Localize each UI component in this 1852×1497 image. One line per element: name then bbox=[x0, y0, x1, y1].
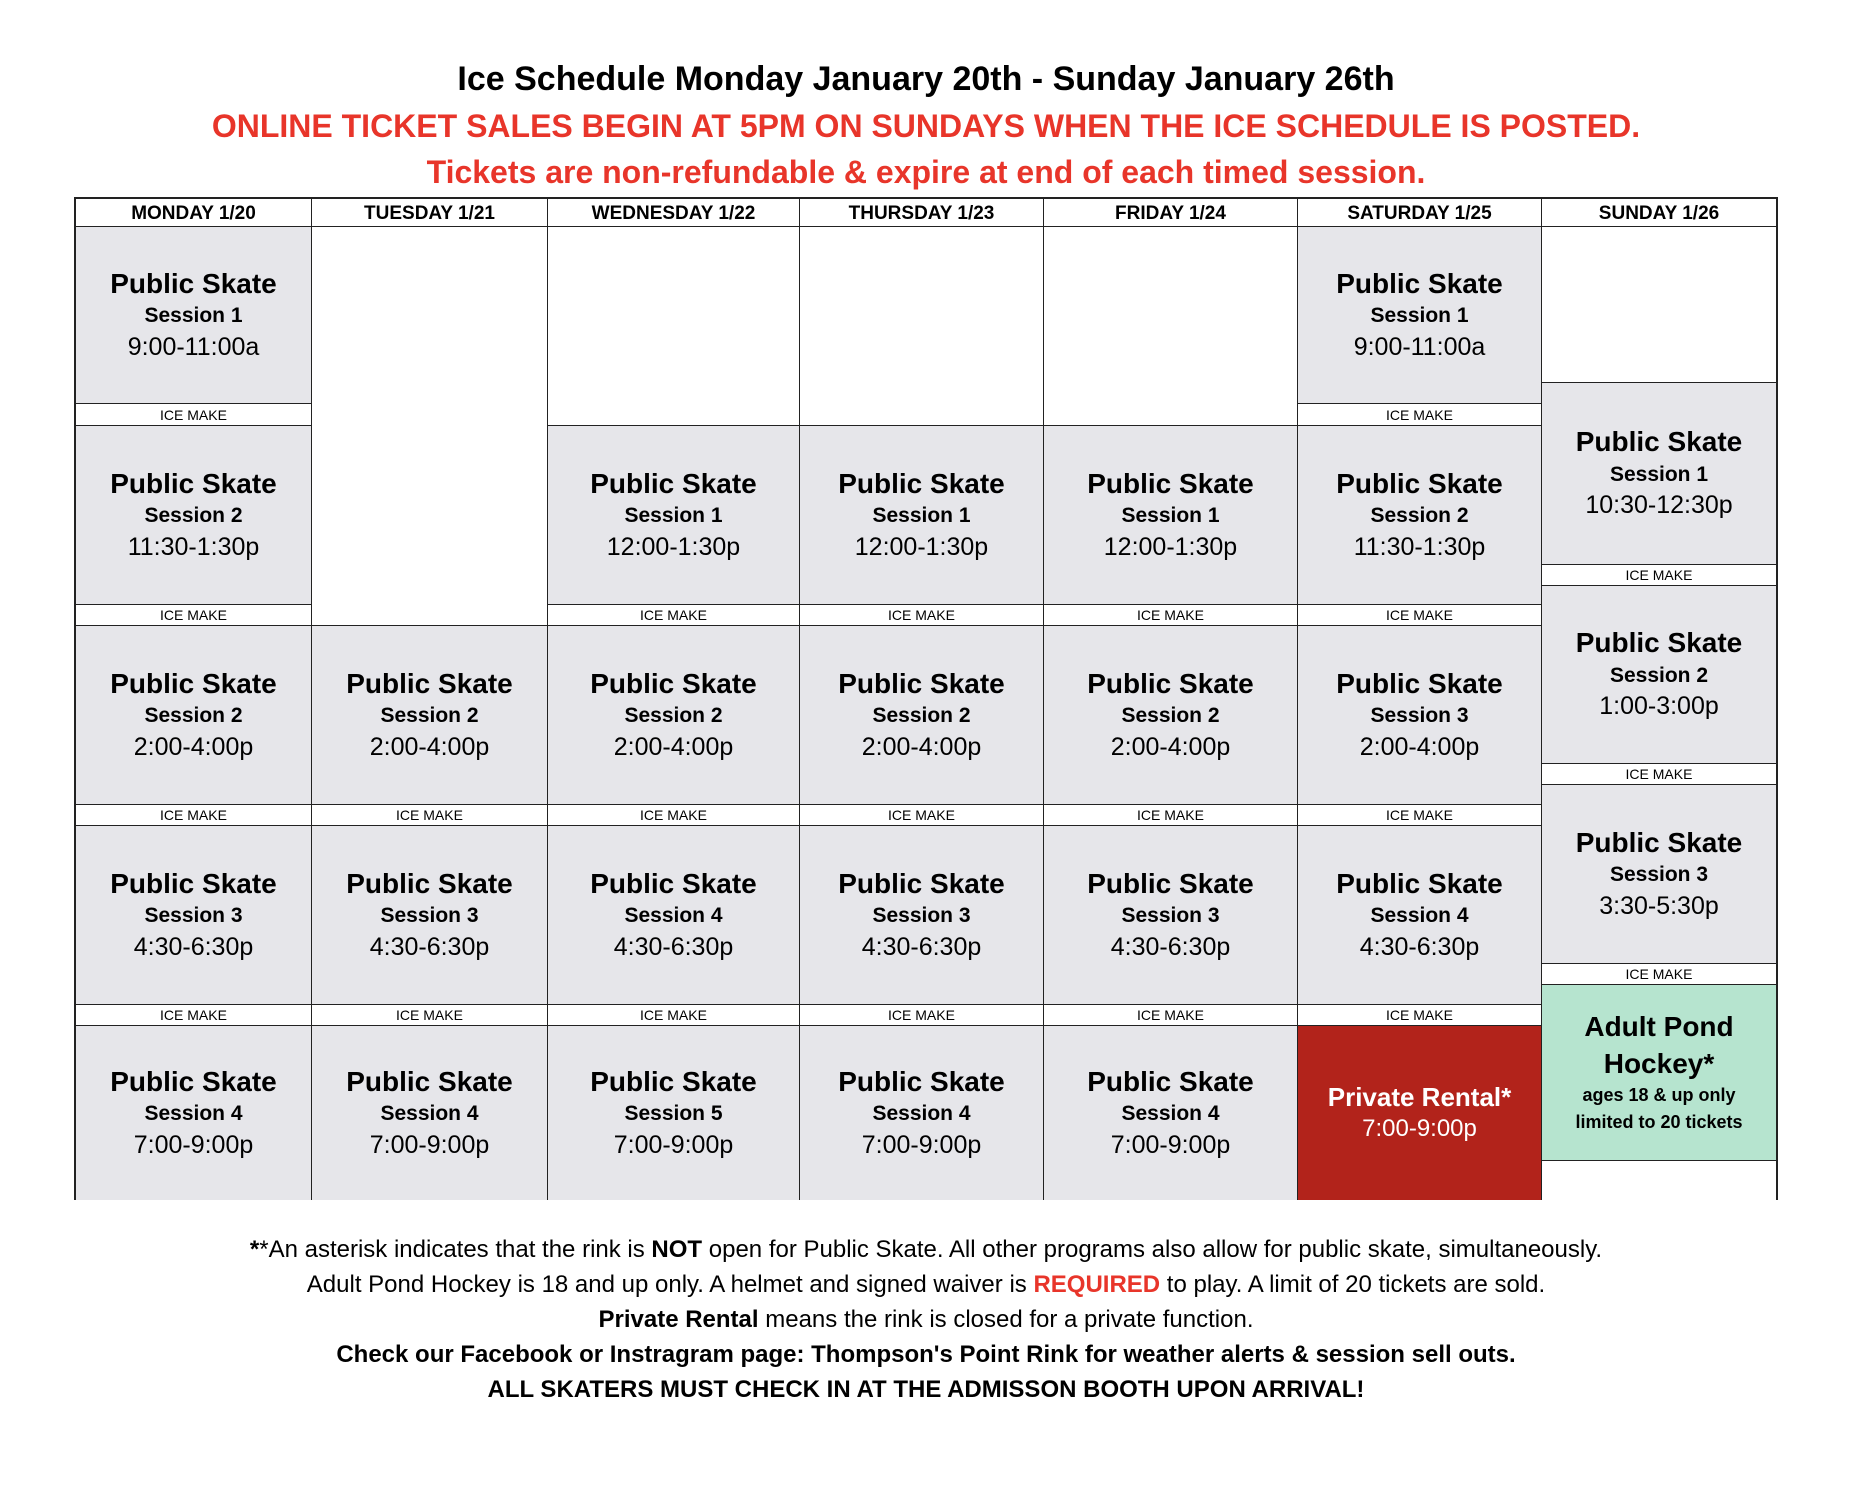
session-number: Session 1 bbox=[144, 304, 243, 328]
day-header: SATURDAY 1/25 bbox=[1298, 199, 1542, 227]
session-number: Session 3 bbox=[380, 904, 479, 928]
ice-make-label: ICE MAKE bbox=[160, 607, 227, 623]
session-time: 4:30-6:30p bbox=[613, 932, 734, 961]
session-block bbox=[548, 1025, 799, 1200]
session-time: 2:00-4:00p bbox=[1359, 732, 1480, 761]
session-block bbox=[76, 1025, 311, 1200]
session-block bbox=[76, 227, 311, 403]
refund-notice: Tickets are non-refundable & expire at end of each timed session. bbox=[426, 154, 1426, 190]
session-block bbox=[800, 425, 1043, 604]
session-name: Public Skate bbox=[110, 267, 277, 299]
ice-make-row bbox=[76, 1004, 311, 1025]
ice-make-label: ICE MAKE bbox=[1625, 766, 1693, 782]
ice-make-label: ICE MAKE bbox=[1137, 1007, 1204, 1023]
session-number: Session 2 bbox=[380, 704, 479, 728]
session-block bbox=[1298, 825, 1541, 1004]
session-time: 7:00-9:00p bbox=[613, 1130, 734, 1159]
footer-required: REQUIRED bbox=[1033, 1271, 1161, 1298]
session-name: Public Skate bbox=[590, 667, 757, 699]
empty-slot bbox=[800, 227, 1043, 425]
session-name: Public Skate bbox=[838, 467, 1005, 499]
session-time: 12:00-1:30p bbox=[606, 532, 741, 561]
ice-make-label: ICE MAKE bbox=[396, 1007, 463, 1023]
ice-make-label: ICE MAKE bbox=[1386, 607, 1453, 623]
ticket-sales-notice: ONLINE TICKET SALES BEGIN AT 5PM ON SUNDAYS WHEN THE ICE SCHEDULE IS POSTED. bbox=[211, 108, 1641, 144]
ice-make-row bbox=[800, 804, 1043, 825]
page-title: Ice Schedule Monday January 20th - Sunday January 26th bbox=[457, 60, 1395, 98]
session-block bbox=[1044, 625, 1297, 804]
ice-make-label: ICE MAKE bbox=[1386, 406, 1453, 423]
session-block bbox=[1298, 425, 1541, 604]
ice-make-row bbox=[1542, 963, 1776, 984]
session-name: Public Skate bbox=[838, 1065, 1005, 1097]
ice-make-row bbox=[312, 1004, 547, 1025]
ice-make-row bbox=[1542, 763, 1776, 784]
session-time: 11:30-1:30p bbox=[127, 532, 260, 561]
ice-make-row bbox=[548, 1004, 799, 1025]
ice-make-row bbox=[76, 403, 311, 425]
session-block bbox=[76, 425, 311, 604]
session-time: 3:30-5:30p bbox=[1599, 891, 1719, 920]
day-column bbox=[1298, 227, 1542, 1200]
day-column bbox=[312, 227, 548, 1200]
ice-make-label: ICE MAKE bbox=[396, 807, 463, 823]
ice-make-label: ICE MAKE bbox=[888, 807, 955, 823]
ice-make-label: ICE MAKE bbox=[888, 1007, 955, 1023]
ice-make-label: ICE MAKE bbox=[640, 607, 707, 623]
session-block bbox=[548, 625, 799, 804]
session-name: Public Skate bbox=[1575, 426, 1743, 458]
ice-make-label: ICE MAKE bbox=[160, 807, 227, 823]
ice-make-label: ICE MAKE bbox=[640, 807, 707, 823]
session-time: 7:00-9:00p bbox=[133, 1130, 254, 1159]
ice-make-row bbox=[76, 604, 311, 625]
session-number: Session 2 bbox=[624, 704, 723, 728]
rental-name: Private Rental* bbox=[1327, 1082, 1512, 1113]
session-block bbox=[1298, 227, 1541, 403]
footer-social-note: Check our Facebook or Instragram page: Thompson's Point Rink for weather alerts & session sell outs. bbox=[336, 1341, 1516, 1368]
empty-slot bbox=[1542, 227, 1776, 382]
session-number: Session 1 bbox=[624, 504, 723, 528]
hockey-age-note: ages 18 & up only bbox=[1582, 1084, 1736, 1105]
session-time: 9:00-11:00a bbox=[127, 332, 260, 361]
footer-line2-rest: to play. A limit of 20 tickets are sold. bbox=[1160, 1271, 1546, 1298]
session-name: Public Skate bbox=[590, 467, 757, 499]
session-number: Session 4 bbox=[1121, 1102, 1220, 1126]
session-name: Public Skate bbox=[346, 1065, 513, 1097]
session-name: Public Skate bbox=[1087, 867, 1254, 899]
day-header: MONDAY 1/20 bbox=[76, 199, 312, 227]
day-column bbox=[1542, 227, 1776, 1200]
day-column bbox=[76, 227, 312, 1200]
session-time: 7:00-9:00p bbox=[861, 1130, 982, 1159]
session-block bbox=[548, 425, 799, 604]
session-time: 11:30-1:30p bbox=[1353, 532, 1486, 561]
session-time: 2:00-4:00p bbox=[369, 732, 490, 761]
day-header: WEDNESDAY 1/22 bbox=[548, 199, 800, 227]
ice-make-label: ICE MAKE bbox=[1137, 607, 1204, 623]
ice-make-label: ICE MAKE bbox=[160, 1007, 227, 1023]
session-block bbox=[76, 825, 311, 1004]
session-time: 7:00-9:00p bbox=[1110, 1130, 1231, 1159]
session-number: Session 1 bbox=[872, 504, 971, 528]
ice-make-label: ICE MAKE bbox=[160, 406, 227, 423]
ice-make-label: ICE MAKE bbox=[1386, 1007, 1453, 1023]
empty-slot bbox=[1044, 227, 1297, 425]
session-block bbox=[312, 825, 547, 1004]
day-header: TUESDAY 1/21 bbox=[312, 199, 548, 227]
day-header: SUNDAY 1/26 bbox=[1542, 199, 1776, 227]
session-number: Session 2 bbox=[872, 704, 971, 728]
session-time: 4:30-6:30p bbox=[1110, 932, 1231, 961]
session-number: Session 1 bbox=[1609, 462, 1709, 486]
ice-make-row bbox=[800, 1004, 1043, 1025]
session-time: 2:00-4:00p bbox=[133, 732, 254, 761]
session-block bbox=[800, 825, 1043, 1004]
session-time: 4:30-6:30p bbox=[861, 932, 982, 961]
session-time: 10:30-12:30p bbox=[1585, 491, 1733, 520]
session-block bbox=[1044, 825, 1297, 1004]
ice-make-row bbox=[1044, 1004, 1297, 1025]
day-column bbox=[548, 227, 800, 1200]
session-number: Session 3 bbox=[1370, 704, 1469, 728]
session-number: Session 2 bbox=[144, 504, 243, 528]
session-number: Session 5 bbox=[624, 1102, 723, 1126]
session-time: 2:00-4:00p bbox=[861, 732, 982, 761]
ice-make-row bbox=[1298, 403, 1541, 425]
session-time: 7:00-9:00p bbox=[369, 1130, 490, 1159]
footer-rental-note bbox=[0, 1306, 1852, 1334]
session-name: Public Skate bbox=[1336, 267, 1503, 299]
session-name: Public Skate bbox=[110, 467, 277, 499]
footer-rental-label: Private Rental bbox=[598, 1306, 759, 1333]
empty-slot bbox=[1542, 1160, 1776, 1200]
session-number: Session 4 bbox=[872, 1102, 971, 1126]
session-time: 12:00-1:30p bbox=[1103, 532, 1238, 561]
session-time: 2:00-4:00p bbox=[1110, 732, 1231, 761]
ice-make-row bbox=[548, 604, 799, 625]
session-name: Public Skate bbox=[590, 1065, 757, 1097]
empty-slot bbox=[548, 227, 799, 425]
ice-make-row bbox=[312, 804, 547, 825]
footer-line1-text: *An asterisk indicates that the rink is bbox=[259, 1236, 652, 1263]
session-number: Session 1 bbox=[1370, 304, 1469, 328]
ice-make-row bbox=[1044, 804, 1297, 825]
session-number: Session 3 bbox=[1609, 863, 1709, 887]
session-number: Session 2 bbox=[144, 704, 243, 728]
session-number: Session 3 bbox=[872, 904, 971, 928]
ice-make-row bbox=[1298, 804, 1541, 825]
session-name: Public Skate bbox=[110, 667, 277, 699]
session-name: Public Skate bbox=[1336, 667, 1503, 699]
session-name: Public Skate bbox=[346, 867, 513, 899]
session-name: Public Skate bbox=[346, 667, 513, 699]
ice-make-row bbox=[548, 804, 799, 825]
session-name: Public Skate bbox=[1087, 667, 1254, 699]
session-block bbox=[1298, 625, 1541, 804]
pond-hockey-block bbox=[1542, 984, 1776, 1160]
session-number: Session 3 bbox=[1121, 904, 1220, 928]
footer-rental-text: means the rink is closed for a private function. bbox=[758, 1306, 1254, 1333]
session-time: 4:30-6:30p bbox=[133, 932, 254, 961]
session-name: Public Skate bbox=[110, 867, 277, 899]
ice-make-label: ICE MAKE bbox=[640, 1007, 707, 1023]
session-name: Public Skate bbox=[1087, 467, 1254, 499]
session-name: Public Skate bbox=[1336, 867, 1503, 899]
ice-make-row bbox=[1542, 564, 1776, 585]
session-block bbox=[312, 1025, 547, 1200]
ice-make-row bbox=[800, 604, 1043, 625]
private-rental-block bbox=[1298, 1025, 1541, 1200]
session-number: Session 4 bbox=[144, 1102, 243, 1126]
rental-time: 7:00-9:00p bbox=[1362, 1114, 1477, 1142]
session-block bbox=[1542, 382, 1776, 564]
session-number: Session 1 bbox=[1121, 504, 1220, 528]
session-block bbox=[1542, 585, 1776, 763]
session-block bbox=[548, 825, 799, 1004]
session-number: Session 4 bbox=[1370, 904, 1469, 928]
session-time: 4:30-6:30p bbox=[1359, 932, 1480, 961]
session-time: 12:00-1:30p bbox=[854, 532, 989, 561]
day-column bbox=[1044, 227, 1298, 1200]
session-time: 2:00-4:00p bbox=[613, 732, 734, 761]
session-name: Public Skate bbox=[590, 867, 757, 899]
session-block bbox=[800, 1025, 1043, 1200]
ice-make-row bbox=[1298, 604, 1541, 625]
hockey-name: Adult Pond Hockey* bbox=[1584, 1011, 1734, 1079]
session-block bbox=[800, 625, 1043, 804]
session-block bbox=[1542, 784, 1776, 963]
session-number: Session 4 bbox=[624, 904, 723, 928]
footer-checkin-note: ALL SKATERS MUST CHECK IN AT THE ADMISSON BOOTH UPON ARRIVAL! bbox=[487, 1376, 1365, 1403]
session-block bbox=[76, 625, 311, 804]
session-number: Session 4 bbox=[380, 1102, 479, 1126]
footer-line1-emphasis: NOT bbox=[651, 1236, 703, 1263]
session-block bbox=[312, 625, 547, 804]
footer-line2-text: Adult Pond Hockey is 18 and up only. A helmet and signed waiver is bbox=[306, 1271, 1034, 1298]
session-block bbox=[1044, 425, 1297, 604]
footer-line1-rest: open for Public Skate. All other programs also allow for public skate, simultaneously. bbox=[702, 1236, 1603, 1263]
session-name: Public Skate bbox=[838, 867, 1005, 899]
ice-make-label: ICE MAKE bbox=[1137, 807, 1204, 823]
day-header: THURSDAY 1/23 bbox=[800, 199, 1044, 227]
hockey-ticket-note: limited to 20 tickets bbox=[1575, 1111, 1743, 1132]
day-header: FRIDAY 1/24 bbox=[1044, 199, 1298, 227]
session-number: Session 2 bbox=[1370, 504, 1469, 528]
session-name: Public Skate bbox=[1336, 467, 1503, 499]
day-column bbox=[800, 227, 1044, 1200]
session-time: 4:30-6:30p bbox=[369, 932, 490, 961]
ice-make-label: ICE MAKE bbox=[888, 607, 955, 623]
schedule-grid bbox=[74, 197, 1778, 1200]
footer-hockey-note bbox=[0, 1271, 1852, 1299]
footer-asterisk-note: **An asterisk indicates that the rink is NOT open for Public Skate. All other programs also allow for public skate, simultaneously. bbox=[249, 1236, 1603, 1263]
session-name: Public Skate bbox=[838, 667, 1005, 699]
session-block bbox=[1044, 1025, 1297, 1200]
session-name: Public Skate bbox=[1087, 1065, 1254, 1097]
ice-make-row bbox=[1298, 1004, 1541, 1025]
session-time: 9:00-11:00a bbox=[1353, 332, 1486, 361]
ice-make-label: ICE MAKE bbox=[1625, 966, 1693, 982]
ice-make-row bbox=[76, 804, 311, 825]
session-name: Public Skate bbox=[1575, 826, 1743, 858]
session-name: Public Skate bbox=[110, 1065, 277, 1097]
session-name: Public Skate bbox=[1575, 627, 1743, 659]
session-number: Session 3 bbox=[144, 904, 243, 928]
session-number: Session 2 bbox=[1609, 663, 1709, 687]
empty-slot bbox=[312, 227, 547, 625]
ice-make-label: ICE MAKE bbox=[1625, 567, 1693, 583]
session-number: Session 2 bbox=[1121, 704, 1220, 728]
ice-make-row bbox=[1044, 604, 1297, 625]
session-time: 1:00-3:00p bbox=[1599, 692, 1719, 721]
ice-make-label: ICE MAKE bbox=[1386, 807, 1453, 823]
